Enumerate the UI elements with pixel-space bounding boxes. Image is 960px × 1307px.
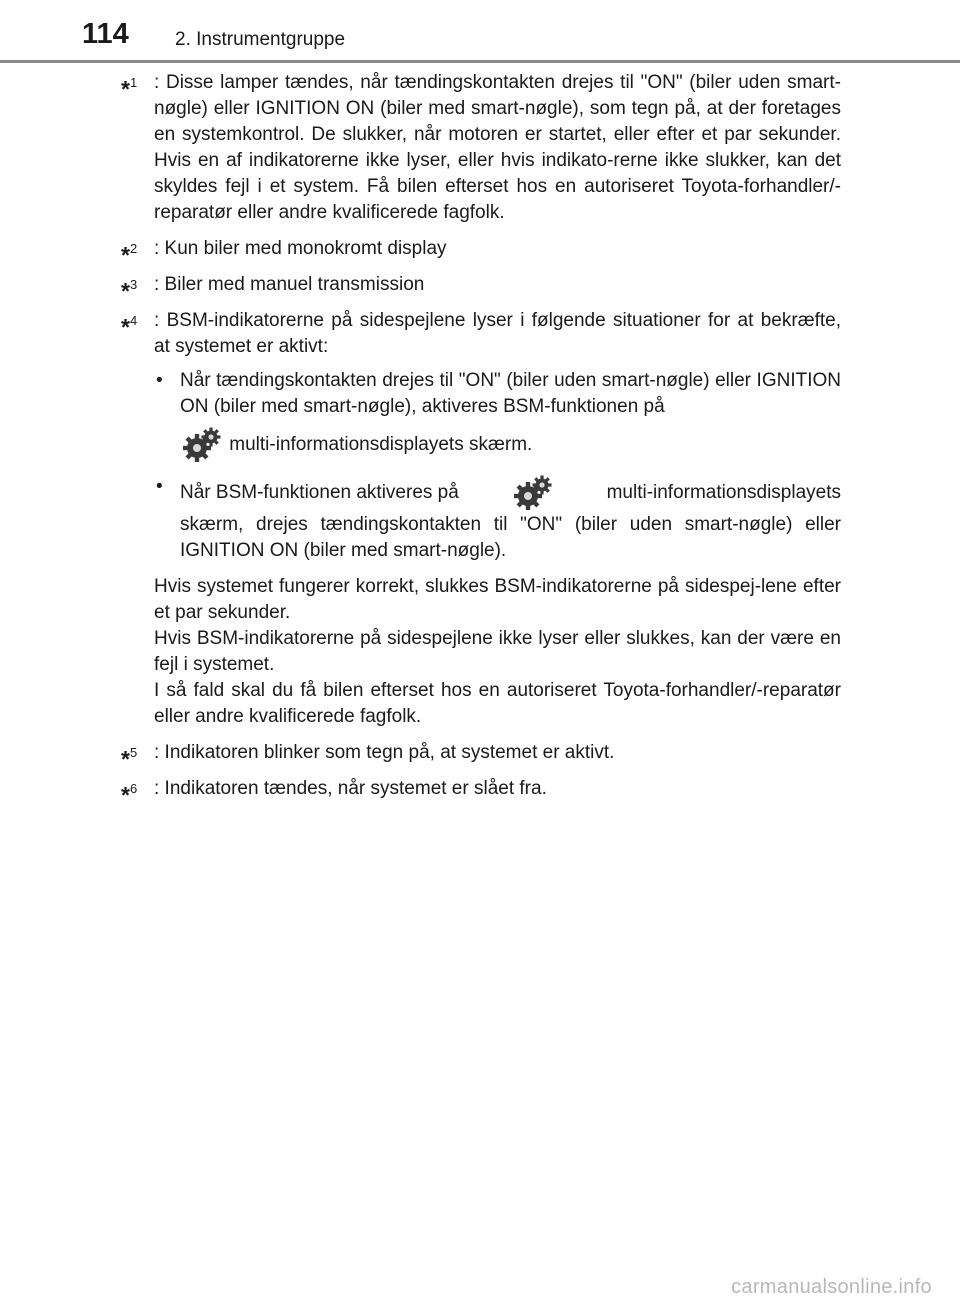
watermark: carmanualsonline.info bbox=[731, 1276, 932, 1298]
paragraph: Hvis BSM-indikatorerne på sidespejlene ikke lyser eller slukkes, kan der være en fejl i systemet. bbox=[154, 628, 841, 675]
bullet-text: Når BSM-funktionen aktiveres på bbox=[180, 482, 459, 503]
footnote-marker: *$^1$ bbox=[121, 75, 138, 102]
paragraph: Hvis systemet fungerer korrekt, slukkes BSM-indikatorerne på sidespej-lene efter et par sekunder. bbox=[154, 576, 841, 623]
footnote-marker: *$^4$ bbox=[121, 313, 138, 340]
footnote-text: : Disse lamper tændes, når tændingskontakten drejes til "ON" (biler uden smart-nøgle) eller IGNITION ON (biler med smart-nøgle), som tegn på, at der foretages en systemkontrol. De slukker, når motoren er startet, eller efter et par sekunder. Hvis en af indikatorerne ikke lyser, eller hvis indikato-rerne ikke slukker, kan det skyldes fejl i et system. Få bilen efterset hos en autoriseret Toyota-forhandler/-reparatør eller andre kvalificerede fagfolk. bbox=[154, 72, 841, 223]
footnote-6 bbox=[0, 776, 960, 808]
page-number: 114 bbox=[82, 18, 129, 50]
bullet-text: multi-informationsdisplayets bbox=[606, 482, 841, 503]
bullet-dot: • bbox=[156, 476, 163, 497]
section-title: 2. Instrumentgruppe bbox=[175, 29, 346, 50]
bullet-item bbox=[154, 368, 841, 464]
footnote-text: : Biler med manuel transmission bbox=[154, 274, 425, 295]
header-divider bbox=[0, 60, 960, 63]
page-header bbox=[0, 0, 960, 62]
footnote-intro: : BSM-indikatorerne på sidespejlene lyser i følgende situationer for at bekræfte, at systemet er aktivt: bbox=[154, 310, 841, 357]
bullet-text: multi-informationsdisplayets skærm. bbox=[229, 434, 533, 456]
footnote-marker: *$^3$ bbox=[121, 277, 138, 304]
paragraph: I så fald skal du få bilen efterset hos en autoriseret Toyota-forhandler/-reparatør eller andre kvalificerede fagfolk. bbox=[154, 680, 841, 727]
footnote-4 bbox=[0, 308, 960, 730]
footnote-marker: *$^5$ bbox=[121, 745, 138, 772]
bullet-list bbox=[154, 368, 841, 564]
bullet-text: skærm, drejes tændingskontakten til "ON" (biler uden smart-nøgle) eller IGNITION ON (biler med smart-nøgle). bbox=[180, 514, 841, 561]
gear-settings-icon bbox=[511, 474, 555, 512]
gear-settings-icon bbox=[180, 426, 224, 464]
footnote-5 bbox=[0, 740, 960, 772]
footnote-paragraphs bbox=[154, 574, 841, 730]
footnote-marker: *$^6$ bbox=[121, 781, 138, 808]
footnote-text: : Indikatoren blinker som tegn på, at systemet er aktivt. bbox=[154, 742, 615, 763]
footnote-marker: *$^2$ bbox=[121, 241, 138, 268]
bullet-item bbox=[154, 474, 841, 564]
footnote-text: : Kun biler med monokromt display bbox=[154, 238, 447, 259]
footnote-2 bbox=[0, 236, 960, 268]
footnote-3 bbox=[0, 272, 960, 304]
footnote-text: : Indikatoren tændes, når systemet er slået fra. bbox=[154, 778, 547, 799]
bullet-dot: • bbox=[156, 370, 163, 391]
bullet-text: Når tændingskontakten drejes til "ON" (biler uden smart-nøgle) eller IGNITION ON (biler med smart-nøgle), aktiveres BSM-funktionen på bbox=[180, 370, 841, 417]
footnotes bbox=[0, 70, 960, 812]
footnote-1 bbox=[0, 70, 960, 226]
